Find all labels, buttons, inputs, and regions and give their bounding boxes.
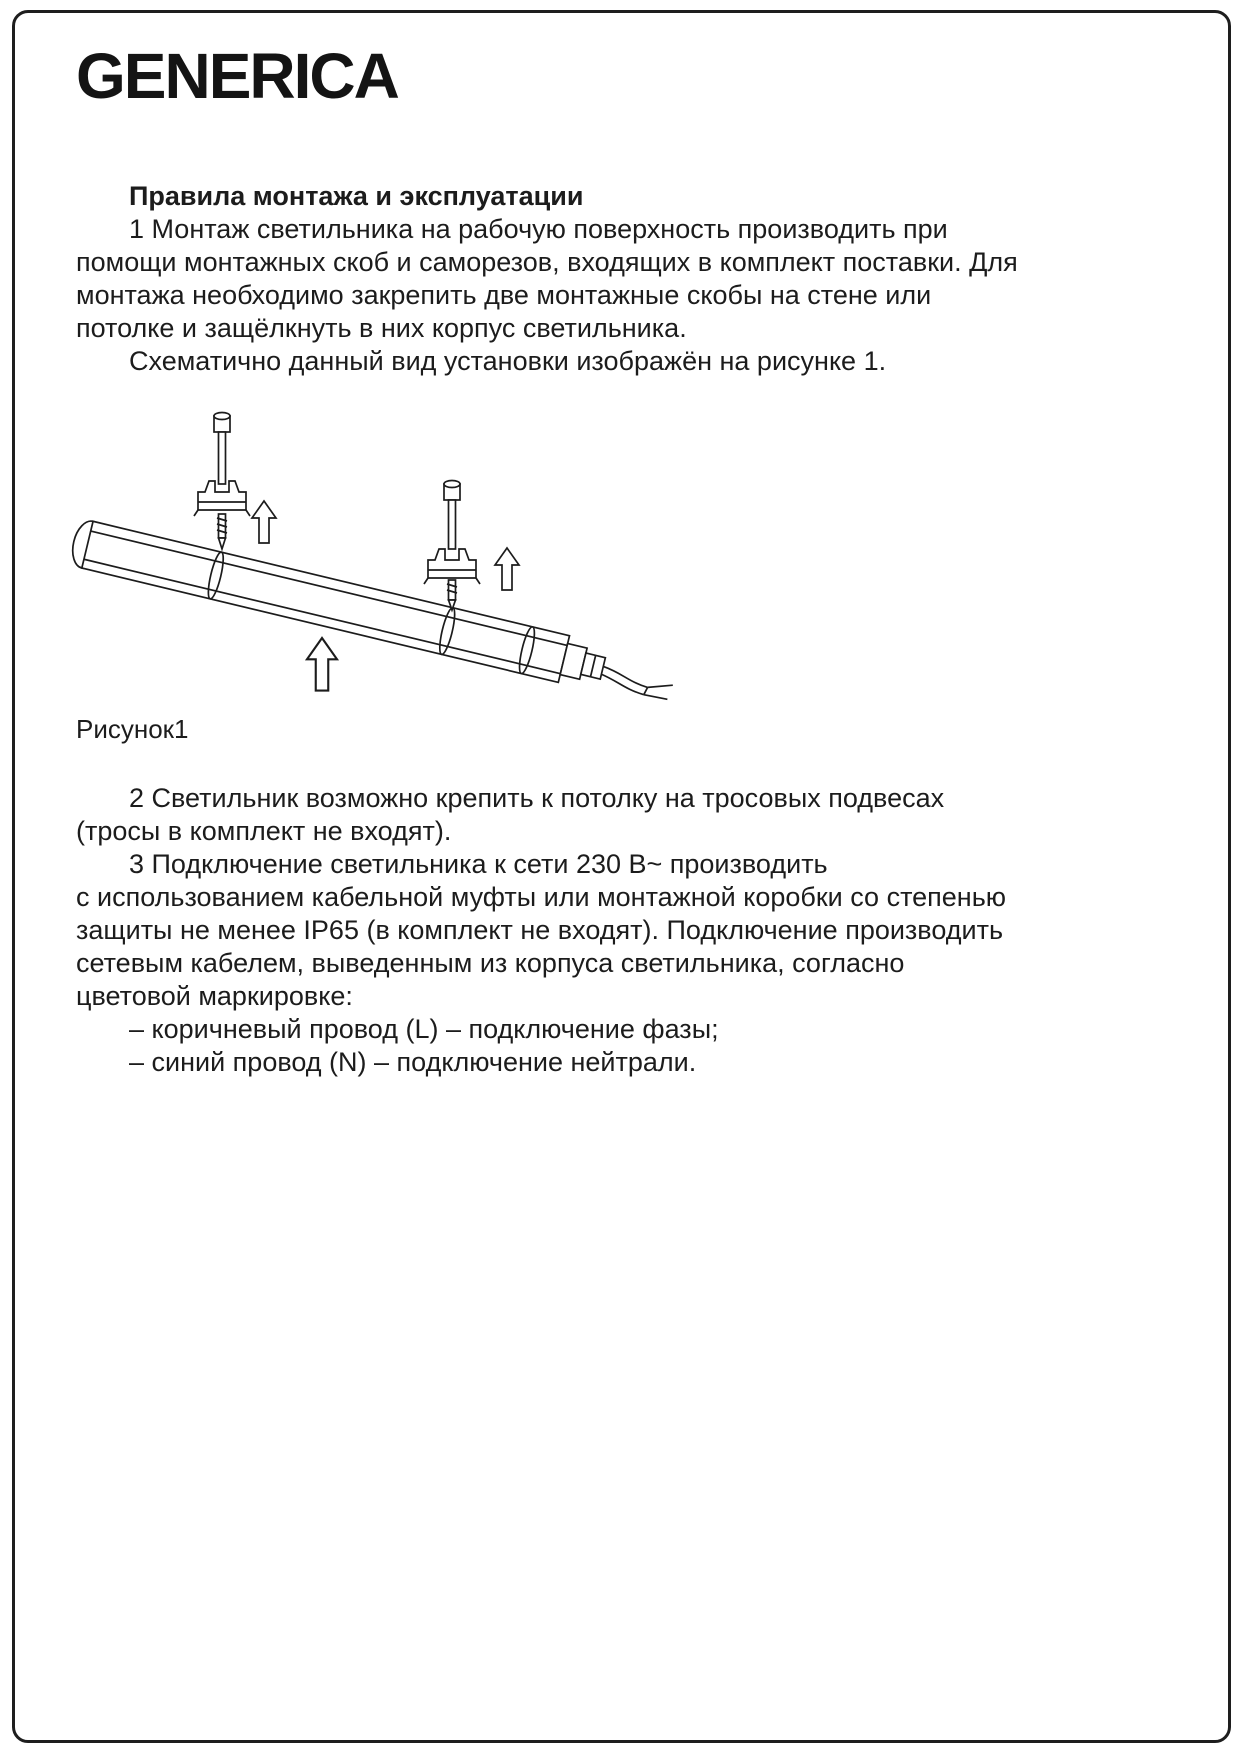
figure-1: [60, 398, 1020, 746]
power-cable: [599, 666, 673, 700]
figure-1-caption: Рисунок1: [76, 714, 189, 744]
paragraph-connection-rest: с использованием кабельной муфты или монтажной коробки со степенью защиты не менее IP65 (в комплект не входят). Подключение производить сетевым кабелем, выведенным из корпуса светильника, согласно цветовой маркировке:: [76, 882, 1007, 1011]
paragraph-suspension: 2 Светильник возможно крепить к потолку на тросовых подвесах (тросы в комплект не входят).: [76, 783, 945, 846]
wire-brown-item: – коричневый провод (L) – подключение фазы;: [129, 1014, 719, 1044]
up-arrow-3: [307, 638, 337, 691]
paragraph-figure-reference: Схематично данный вид установки изображён на рисунке 1.: [129, 346, 887, 376]
up-arrow-2: [495, 548, 519, 590]
wire-blue-item: – синий провод (N) – подключение нейтрали.: [129, 1047, 697, 1077]
screw-2: [444, 481, 460, 611]
section-heading: Правила монтажа и эксплуатации: [129, 181, 584, 211]
page-content: [76, 40, 1020, 1079]
paragraph-connection-line1: 3 Подключение светильника к сети 230 В~ производить: [129, 849, 828, 879]
figure-1-drawing: [60, 398, 760, 703]
paragraph-connection: [76, 848, 1020, 1013]
mounting-bracket-2: [424, 549, 480, 584]
brand-logo: GENERICA: [76, 40, 398, 112]
screw-1: [214, 413, 230, 550]
luminaire-body: [68, 518, 678, 703]
up-arrow-1: [252, 501, 276, 543]
mounting-bracket-1: [194, 481, 250, 516]
paragraph-mounting: 1 Монтаж светильника на рабочую поверхность производить при помощи монтажных скоб и саморезов, входящих в комплект поставки. Для монтажа необходимо закрепить две монтажные скобы на стене или потолке и защёлкнуть в них корпус светильника.: [76, 214, 1018, 343]
